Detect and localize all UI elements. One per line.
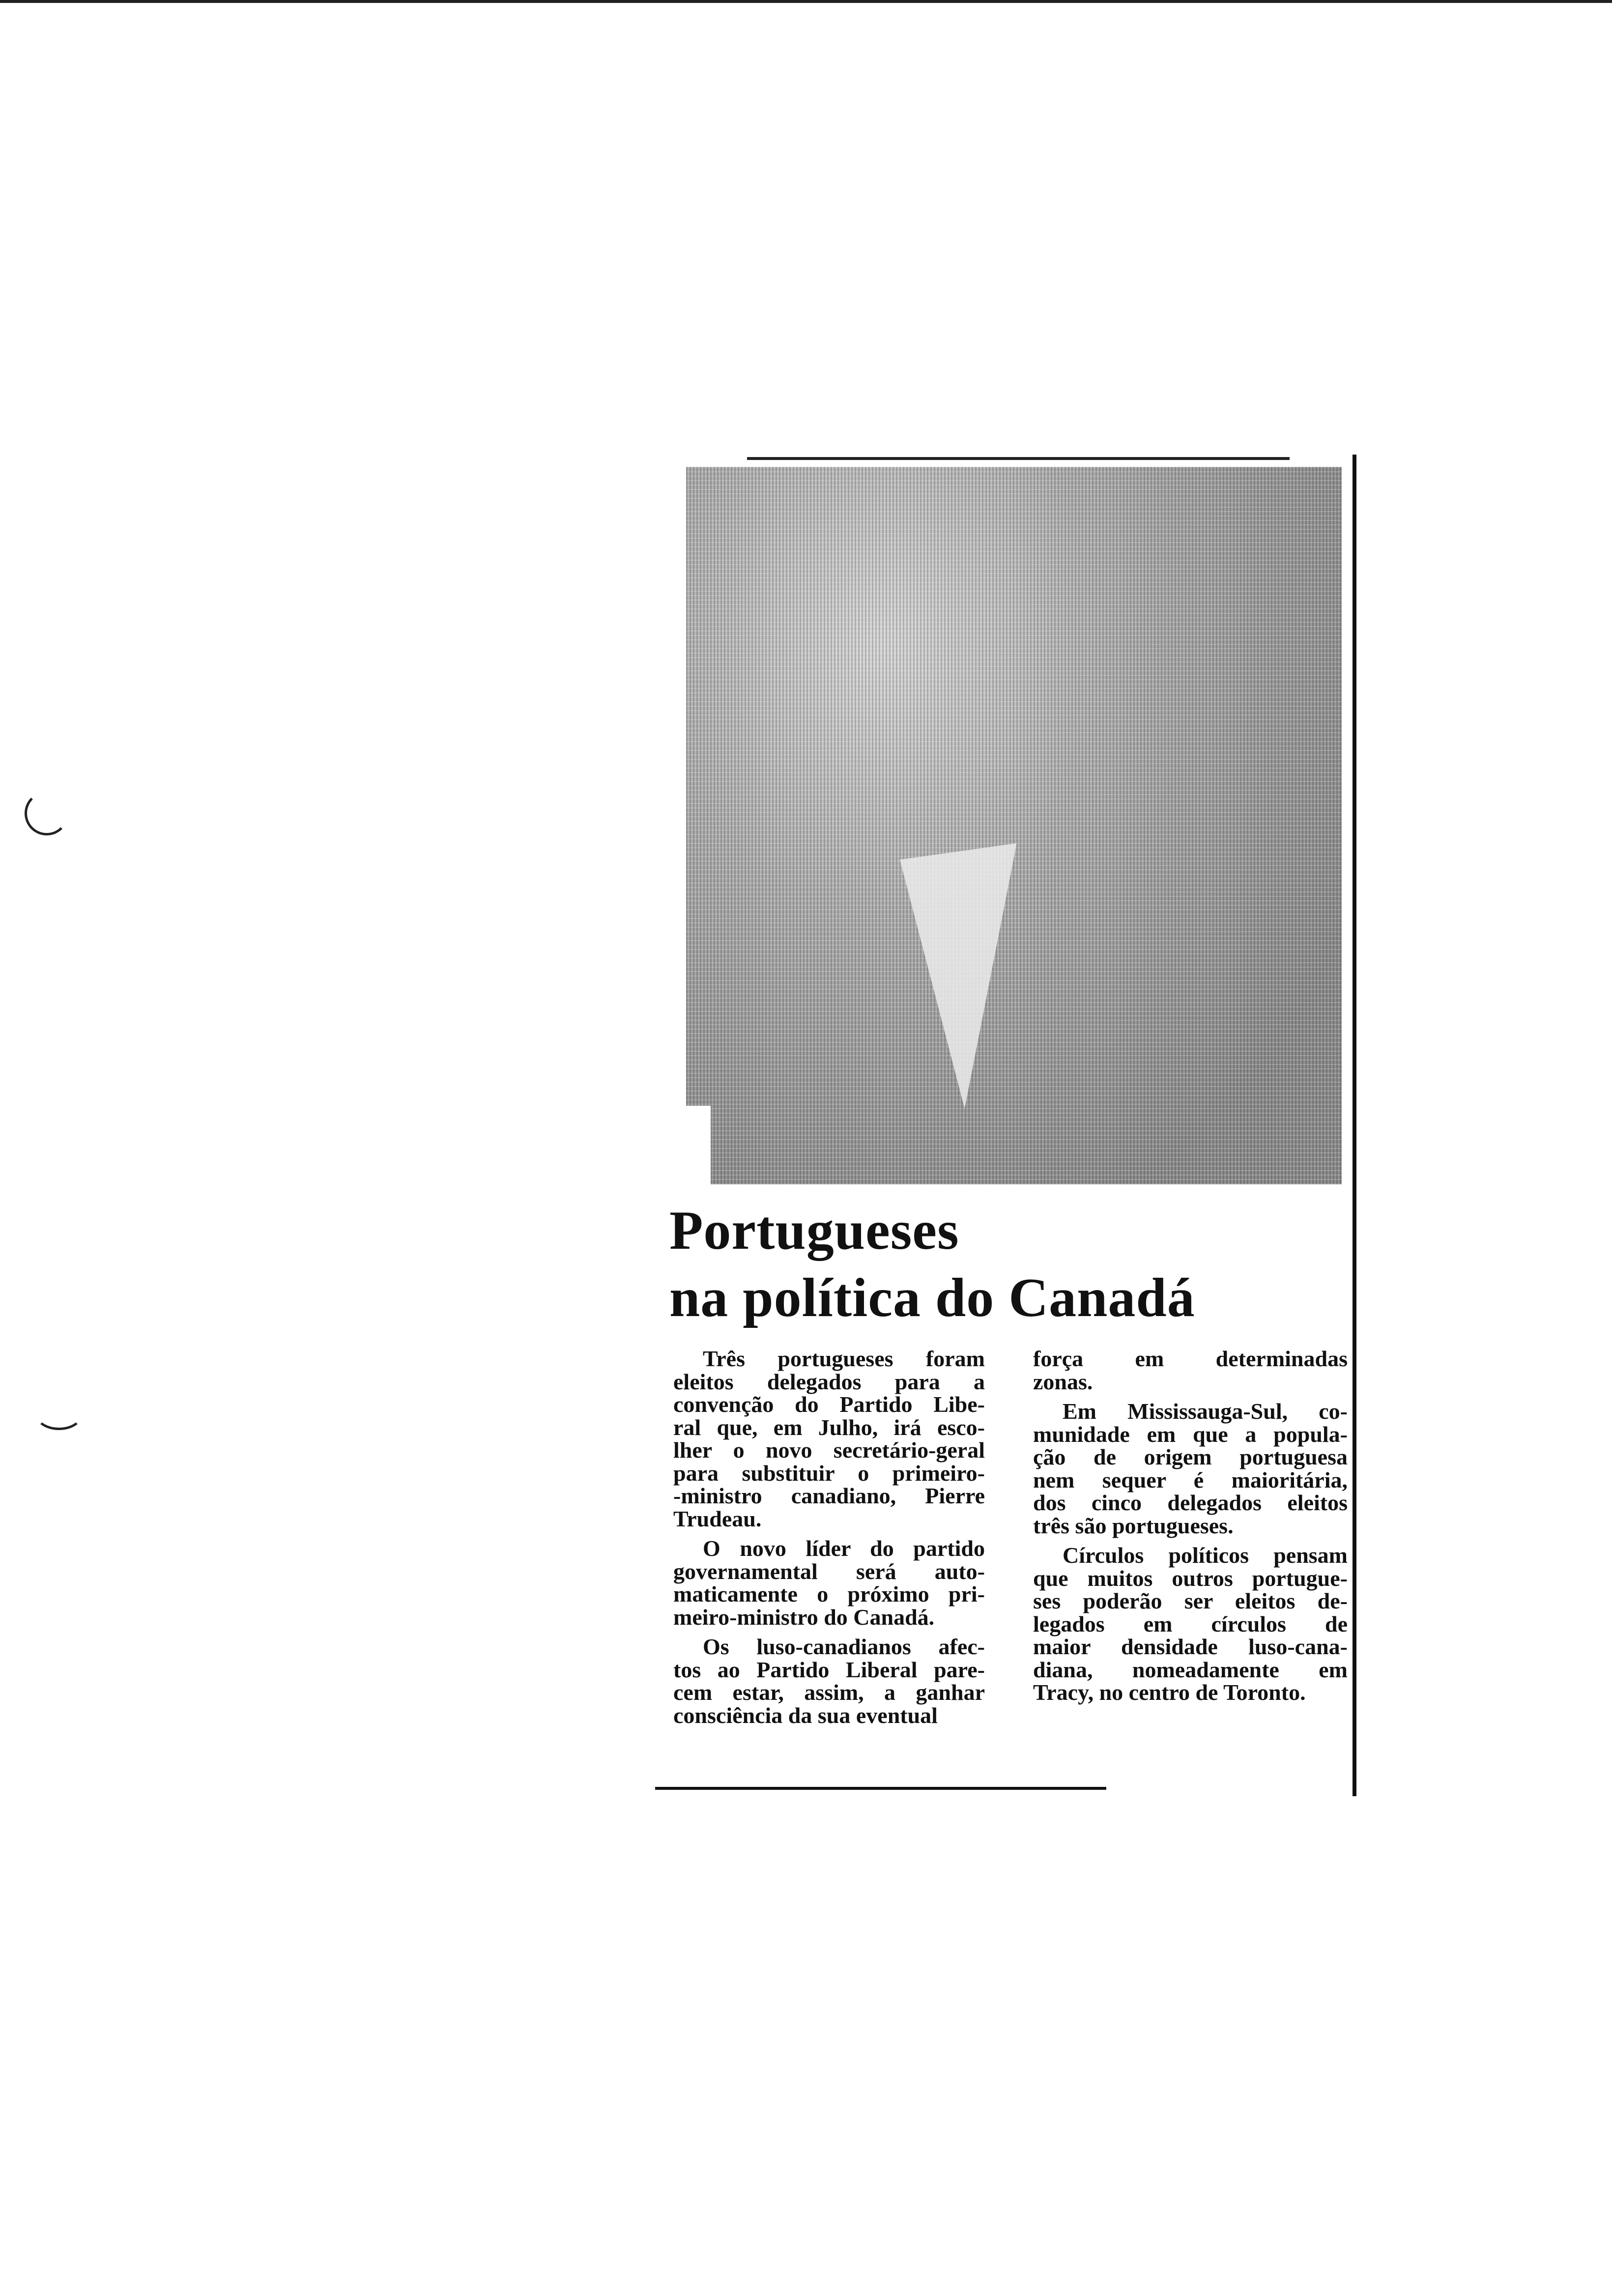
text-line: maticamente o próximo pri-	[673, 1581, 985, 1607]
photo-top-rule	[747, 457, 1290, 460]
paragraph	[1033, 1348, 1348, 1393]
text-line: meiro-ministro do Canadá.	[673, 1604, 935, 1630]
paragraph	[673, 1537, 985, 1629]
paragraph	[673, 1348, 985, 1530]
text-line: convenção do Partido Libe-	[673, 1392, 985, 1417]
text-line: que muitos outros portugue-	[1033, 1565, 1348, 1591]
text-line: munidade em que a popula-	[1033, 1421, 1348, 1447]
headline-line-1: Portugueses	[669, 1200, 959, 1261]
text-line: Três portugueses foram	[703, 1346, 985, 1371]
text-line: zonas.	[1033, 1369, 1093, 1394]
text-line: força em determinadas	[1033, 1346, 1348, 1371]
column-rule	[1353, 455, 1356, 1796]
text-line: governamental será auto-	[673, 1558, 985, 1584]
headline-line-2: na política do Canadá	[669, 1267, 1195, 1328]
text-line: ses poderão ser eleitos de-	[1033, 1588, 1348, 1613]
paragraph	[673, 1636, 985, 1727]
text-line: lher o novo secretário-geral	[673, 1437, 985, 1463]
text-line: O novo líder do partido	[703, 1536, 985, 1561]
text-line: legados em círculos de	[1033, 1611, 1348, 1636]
text-line: dos cinco delegados eleitos	[1033, 1490, 1348, 1515]
page-top-border	[0, 0, 1612, 3]
text-line: nem sequer é maioritária,	[1033, 1467, 1348, 1492]
punch-hole-mark	[34, 1396, 84, 1430]
text-line: para substituir o primeiro-	[673, 1460, 985, 1486]
text-line: Em Mississauga-Sul, co-	[1063, 1399, 1348, 1424]
photo-collar-shape	[900, 843, 1052, 1113]
text-line: três são portugueses.	[1033, 1513, 1234, 1538]
text-line: Círculos políticos pensam	[1063, 1543, 1348, 1568]
photo-edge	[686, 1106, 711, 1184]
paragraph	[1033, 1544, 1348, 1704]
text-line: cem estar, assim, a ganhar	[673, 1680, 985, 1705]
paragraph	[1033, 1400, 1348, 1537]
text-line: -ministro canadiano, Pierre	[673, 1483, 985, 1508]
text-line: tos ao Partido Liberal pare-	[673, 1657, 985, 1682]
text-line: diana, nomeadamente em	[1033, 1657, 1348, 1682]
article-photo	[686, 467, 1342, 1184]
text-line: Tracy, no centro de Toronto.	[1033, 1680, 1306, 1705]
article-column-left	[673, 1348, 985, 1734]
text-line: Trudeau.	[673, 1506, 762, 1531]
text-line: consciência da sua eventual	[673, 1702, 938, 1728]
text-line: maior densidade luso-cana-	[1033, 1634, 1348, 1659]
text-line: ção de origem portuguesa	[1033, 1444, 1348, 1469]
text-line: eleitos delegados para a	[673, 1369, 985, 1394]
text-line: Os luso-canadianos afec-	[703, 1634, 985, 1659]
article-column-right	[1033, 1348, 1348, 1711]
bottom-rule	[655, 1787, 1106, 1790]
text-line: ral que, em Julho, irá esco-	[673, 1414, 985, 1440]
punch-hole-mark	[25, 791, 69, 835]
